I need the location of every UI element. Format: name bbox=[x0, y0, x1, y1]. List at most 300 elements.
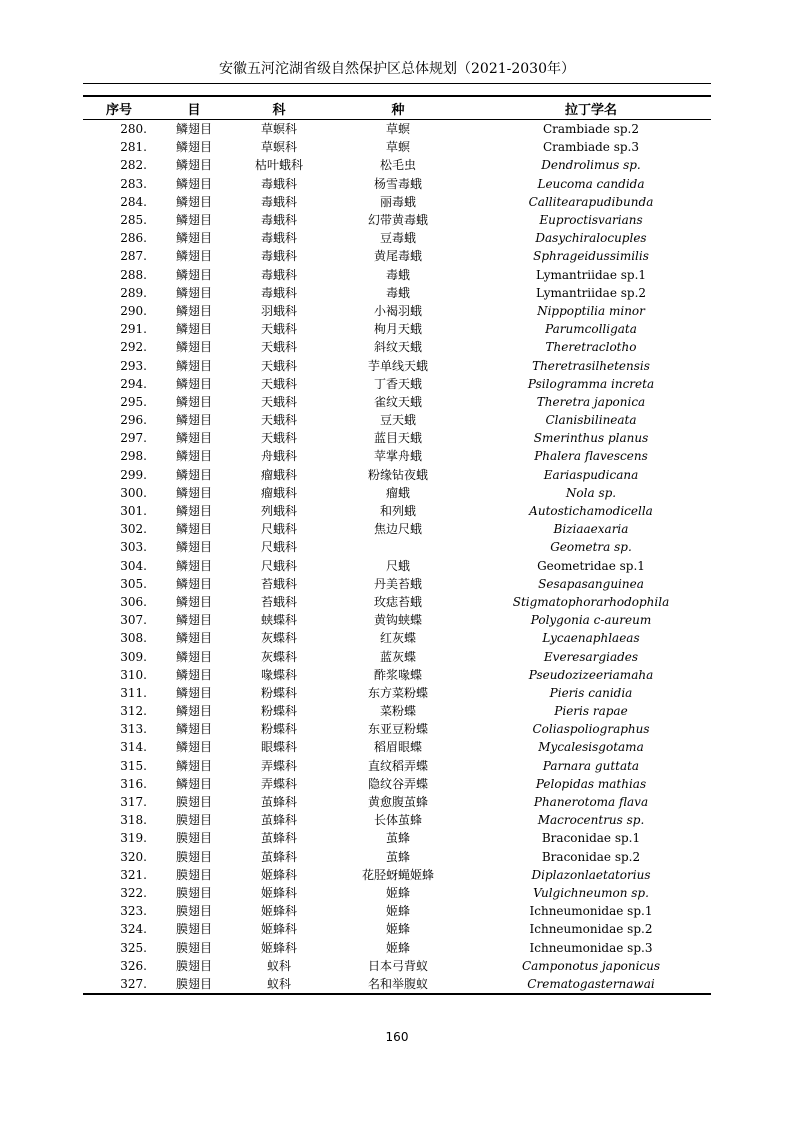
cell-species: 粉缘钻夜蛾 bbox=[367, 467, 428, 482]
cell-species: 枸月天蛾 bbox=[373, 322, 422, 337]
table-row bbox=[83, 848, 711, 866]
cell-order: 膜翅目 bbox=[175, 958, 212, 973]
cell-order: 鳞翅目 bbox=[175, 122, 212, 137]
cell-order: 鳞翅目 bbox=[175, 522, 212, 537]
cell-species: 豆天蛾 bbox=[379, 413, 416, 428]
cell-order: 鳞翅目 bbox=[175, 267, 212, 282]
cell-family: 粉蝶科 bbox=[260, 704, 297, 719]
cell-family: 列蛾科 bbox=[260, 504, 297, 519]
cell-family: 姬蜂科 bbox=[260, 922, 297, 937]
cell-latin-name: Pseudozizeeriamaha bbox=[528, 667, 654, 682]
cell-family: 姬蜂科 bbox=[260, 904, 297, 919]
cell-number: 309. bbox=[120, 649, 147, 664]
cell-species: 姬蜂 bbox=[385, 940, 410, 955]
cell-latin-name: Everesargiades bbox=[543, 649, 639, 664]
cell-species: 黄钩蛱蝶 bbox=[373, 613, 422, 628]
cell-number: 302. bbox=[120, 522, 147, 537]
cell-species: 丽毒蛾 bbox=[379, 194, 416, 209]
table-row bbox=[83, 156, 711, 174]
col-header-order: 目 bbox=[155, 96, 233, 120]
cell-number: 317. bbox=[120, 795, 147, 810]
cell-species: 丁香天蛾 bbox=[373, 376, 422, 391]
cell-family: 草螟科 bbox=[260, 122, 297, 137]
cell-number: 298. bbox=[120, 449, 147, 464]
cell-order: 鳞翅目 bbox=[175, 594, 212, 609]
cell-number: 295. bbox=[120, 394, 147, 409]
cell-family: 蚁科 bbox=[266, 958, 291, 973]
cell-latin-name: Callitearapudibunda bbox=[528, 194, 654, 209]
cell-species: 名和举腹蚁 bbox=[325, 975, 471, 994]
cell-number: 304. bbox=[120, 558, 147, 573]
cell-species: 玫痣苔蛾 bbox=[373, 594, 422, 609]
table-row bbox=[83, 811, 711, 829]
cell-latin-name: Vulgichneumon sp. bbox=[533, 885, 649, 900]
table-row bbox=[83, 957, 711, 975]
cell-order: 膜翅目 bbox=[175, 922, 212, 937]
cell-number: 303. bbox=[120, 540, 147, 555]
cell-latin-name: Sphrageidussimilis bbox=[533, 249, 649, 264]
cell-family: 舟蛾科 bbox=[260, 449, 297, 464]
cell-species: 长体茧蜂 bbox=[373, 813, 422, 828]
table-row bbox=[83, 611, 711, 629]
cell-number: 300. bbox=[120, 485, 147, 500]
table-body bbox=[83, 120, 711, 995]
cell-number: 307. bbox=[120, 613, 147, 628]
cell-family: 喙蝶科 bbox=[260, 667, 297, 682]
cell-order: 鳞翅目 bbox=[175, 358, 212, 373]
cell-number: 301. bbox=[120, 504, 147, 519]
cell-number: 326. bbox=[120, 958, 147, 973]
cell-order: 膜翅目 bbox=[175, 831, 212, 846]
cell-species: 姬蜂 bbox=[385, 885, 410, 900]
cell-number: 281. bbox=[120, 140, 147, 155]
cell-family: 茧蜂科 bbox=[260, 849, 297, 864]
cell-latin-name: Geometridae sp.1 bbox=[537, 558, 645, 573]
table-row bbox=[83, 229, 711, 247]
cell-order: 鳞翅目 bbox=[175, 758, 212, 773]
table-row bbox=[83, 393, 711, 411]
table-row bbox=[83, 211, 711, 229]
table-row bbox=[83, 375, 711, 393]
cell-order: 鳞翅目 bbox=[175, 194, 212, 209]
cell-species: 隐纹谷弄蝶 bbox=[367, 776, 428, 791]
cell-family: 尺蛾科 bbox=[260, 540, 297, 555]
cell-family: 姬蜂科 bbox=[260, 940, 297, 955]
cell-family: 毒蛾科 bbox=[260, 213, 297, 228]
table-row bbox=[83, 684, 711, 702]
cell-species: 茧蜂 bbox=[385, 831, 410, 846]
table-row bbox=[83, 775, 711, 793]
cell-latin-name: Parnara guttata bbox=[542, 758, 640, 773]
cell-species: 瘤蛾 bbox=[385, 485, 410, 500]
cell-latin-name: Braconidae sp.2 bbox=[541, 849, 641, 864]
cell-number: 287. bbox=[120, 249, 147, 264]
table-row bbox=[83, 120, 711, 139]
cell-order: 鳞翅目 bbox=[175, 685, 212, 700]
cell-latin-name: Clanisbilineata bbox=[545, 413, 637, 428]
cell-number: 322. bbox=[120, 885, 147, 900]
table-row bbox=[83, 520, 711, 538]
cell-number: 282. bbox=[120, 158, 147, 173]
cell-species: 杨雪毒蛾 bbox=[373, 176, 422, 191]
table-row bbox=[83, 793, 711, 811]
cell-order: 鳞翅目 bbox=[175, 322, 212, 337]
cell-latin-name: Theretra japonica bbox=[536, 394, 646, 409]
cell-species: 直纹稻弄蝶 bbox=[367, 758, 428, 773]
table-row bbox=[83, 938, 711, 956]
cell-species: 毒蛾 bbox=[385, 285, 410, 300]
cell-latin-name: Euproctisvarians bbox=[539, 213, 643, 228]
cell-number: 327. bbox=[83, 975, 155, 994]
cell-latin-name: Parumcolligata bbox=[545, 322, 637, 337]
cell-number: 306. bbox=[120, 594, 147, 609]
cell-order: 鳞翅目 bbox=[175, 704, 212, 719]
cell-number: 312. bbox=[120, 704, 147, 719]
cell-latin-name: Sesapasanguinea bbox=[538, 576, 644, 591]
cell-species: 草螟 bbox=[385, 140, 410, 155]
cell-order: 鳞翅目 bbox=[175, 340, 212, 355]
cell-order: 鳞翅目 bbox=[175, 576, 212, 591]
table-row bbox=[83, 320, 711, 338]
cell-latin-name: Pelopidas mathias bbox=[535, 776, 647, 791]
cell-species: 幻带黄毒蛾 bbox=[367, 213, 428, 228]
cell-family: 天蛾科 bbox=[260, 376, 297, 391]
cell-species: 酢浆喙蝶 bbox=[373, 667, 422, 682]
cell-family: 瘤蛾科 bbox=[260, 485, 297, 500]
cell-latin-name: Stigmatophorarhodophila bbox=[512, 594, 670, 609]
cell-order: 鳞翅目 bbox=[175, 231, 212, 246]
cell-family: 天蛾科 bbox=[260, 431, 297, 446]
cell-order: 鳞翅目 bbox=[175, 376, 212, 391]
cell-latin-name: Diplazonlaetatorius bbox=[531, 867, 651, 882]
table-row bbox=[83, 920, 711, 938]
cell-latin-name: Dendrolimus sp. bbox=[541, 158, 641, 173]
cell-species: 姬蜂 bbox=[385, 922, 410, 937]
col-header-family: 科 bbox=[233, 96, 325, 120]
page-number: 160 bbox=[385, 1030, 409, 1044]
table-row bbox=[83, 666, 711, 684]
cell-order: 膜翅目 bbox=[175, 885, 212, 900]
cell-latin-name: Geometra sp. bbox=[550, 540, 632, 555]
cell-order: 鳞翅目 bbox=[175, 249, 212, 264]
cell-latin-name: Braconidae sp.1 bbox=[541, 831, 641, 846]
cell-number: 291. bbox=[120, 322, 147, 337]
cell-family: 天蛾科 bbox=[260, 394, 297, 409]
cell-species: 黄愈腹茧蜂 bbox=[367, 795, 428, 810]
table-header bbox=[83, 96, 711, 120]
cell-species: 尺蛾 bbox=[385, 558, 410, 573]
table-row bbox=[83, 629, 711, 647]
page-header-title: 安徽五河沱湖省级自然保护区总体规划（2021-2030年） bbox=[219, 61, 575, 77]
cell-species: 日本弓背蚁 bbox=[367, 958, 428, 973]
cell-family: 毒蛾科 bbox=[260, 249, 297, 264]
cell-latin-name: Ichneumonidae sp.1 bbox=[529, 904, 653, 919]
cell-family: 蚁科 bbox=[233, 975, 325, 994]
species-table bbox=[83, 95, 711, 995]
cell-order: 膜翅目 bbox=[175, 795, 212, 810]
table-row bbox=[83, 447, 711, 465]
cell-species: 焦边尺蛾 bbox=[373, 522, 422, 537]
cell-species: 毒蛾 bbox=[385, 267, 410, 282]
cell-species bbox=[325, 538, 471, 556]
cell-number: 280. bbox=[120, 122, 147, 137]
cell-order: 膜翅目 bbox=[175, 940, 212, 955]
cell-species: 东方菜粉蝶 bbox=[367, 685, 428, 700]
table-row bbox=[83, 902, 711, 920]
cell-family: 天蛾科 bbox=[260, 358, 297, 373]
table-row bbox=[83, 757, 711, 775]
cell-latin-name: Ichneumonidae sp.2 bbox=[529, 922, 653, 937]
table-row bbox=[83, 484, 711, 502]
cell-order: 鳞翅目 bbox=[175, 158, 212, 173]
table-row bbox=[83, 866, 711, 884]
cell-latin-name: Macrocentrus sp. bbox=[537, 813, 645, 828]
cell-latin-name: Pieris canidia bbox=[549, 685, 633, 700]
cell-number: 311. bbox=[120, 685, 147, 700]
table-row bbox=[83, 538, 711, 556]
cell-latin-name: Ichneumonidae sp.3 bbox=[529, 940, 653, 955]
table-row bbox=[83, 247, 711, 265]
cell-number: 284. bbox=[120, 194, 147, 209]
cell-family: 天蛾科 bbox=[260, 340, 297, 355]
cell-family: 瘤蛾科 bbox=[260, 467, 297, 482]
cell-order: 鳞翅目 bbox=[175, 540, 212, 555]
cell-species: 茧蜂 bbox=[385, 849, 410, 864]
cell-number: 289. bbox=[120, 285, 147, 300]
cell-family: 灰蝶科 bbox=[260, 649, 297, 664]
cell-species: 松毛虫 bbox=[379, 158, 416, 173]
table-row bbox=[83, 593, 711, 611]
table-row bbox=[83, 884, 711, 902]
table-row bbox=[83, 338, 711, 356]
cell-order: 鳞翅目 bbox=[175, 722, 212, 737]
cell-number: 318. bbox=[120, 813, 147, 828]
cell-family: 粉蝶科 bbox=[260, 685, 297, 700]
table-row bbox=[83, 647, 711, 665]
cell-latin-name: Pieris rapae bbox=[554, 704, 628, 719]
table-row bbox=[83, 193, 711, 211]
col-header-species: 种 bbox=[325, 96, 471, 120]
cell-order: 鳞翅目 bbox=[175, 504, 212, 519]
cell-family: 茧蜂科 bbox=[260, 813, 297, 828]
cell-species: 小褐羽蛾 bbox=[373, 303, 422, 318]
cell-species: 豆毒蛾 bbox=[379, 231, 416, 246]
cell-latin-name: Theretraclotho bbox=[545, 340, 637, 355]
cell-latin-name: Dasychiralocuples bbox=[535, 231, 647, 246]
cell-family: 羽蛾科 bbox=[260, 303, 297, 318]
cell-species: 雀纹天蛾 bbox=[373, 394, 422, 409]
cell-species: 稻眉眼蝶 bbox=[373, 740, 422, 755]
cell-species: 丹美苔蛾 bbox=[373, 576, 422, 591]
cell-latin-name: Autostichamodicella bbox=[529, 504, 653, 519]
cell-number: 321. bbox=[120, 867, 147, 882]
cell-order: 鳞翅目 bbox=[175, 740, 212, 755]
cell-number: 310. bbox=[120, 667, 147, 682]
cell-latin-name: Polygonia c-aureum bbox=[530, 613, 652, 628]
cell-order: 鳞翅目 bbox=[175, 631, 212, 646]
cell-number: 314. bbox=[120, 740, 147, 755]
cell-species: 东亚豆粉蝶 bbox=[367, 722, 428, 737]
cell-family: 天蛾科 bbox=[260, 413, 297, 428]
cell-family: 毒蛾科 bbox=[260, 285, 297, 300]
cell-family: 毒蛾科 bbox=[260, 176, 297, 191]
cell-latin-name: Crematogasternawai bbox=[471, 975, 711, 994]
cell-order: 鳞翅目 bbox=[175, 176, 212, 191]
cell-number: 296. bbox=[120, 413, 147, 428]
cell-family: 毒蛾科 bbox=[260, 267, 297, 282]
table-row bbox=[83, 829, 711, 847]
cell-number: 290. bbox=[120, 303, 147, 318]
cell-order: 膜翅目 bbox=[175, 904, 212, 919]
cell-order: 膜翅目 bbox=[175, 813, 212, 828]
table-row bbox=[83, 975, 711, 994]
cell-latin-name: Leucoma candida bbox=[537, 176, 645, 191]
cell-family: 尺蛾科 bbox=[260, 522, 297, 537]
cell-latin-name: Crambiade sp.2 bbox=[542, 122, 639, 137]
cell-family: 天蛾科 bbox=[260, 322, 297, 337]
cell-number: 315. bbox=[120, 758, 147, 773]
cell-number: 293. bbox=[120, 358, 147, 373]
table-row bbox=[83, 284, 711, 302]
cell-latin-name: Lycaenaphlaeas bbox=[542, 631, 640, 646]
cell-number: 294. bbox=[120, 376, 147, 391]
cell-number: 305. bbox=[120, 576, 147, 591]
cell-latin-name: Theretrasilhetensis bbox=[532, 358, 650, 373]
cell-latin-name: Camponotus japonicus bbox=[521, 958, 661, 973]
cell-latin-name: Lymantriidae sp.2 bbox=[535, 285, 647, 300]
cell-family: 枯叶蛾科 bbox=[254, 158, 303, 173]
table-row bbox=[83, 575, 711, 593]
cell-number: 325. bbox=[120, 940, 147, 955]
cell-number: 297. bbox=[120, 431, 147, 446]
table-row bbox=[83, 466, 711, 484]
table-header-row bbox=[83, 96, 711, 120]
cell-number: 319. bbox=[120, 831, 147, 846]
header-rule bbox=[83, 83, 711, 84]
cell-family: 眼蝶科 bbox=[260, 740, 297, 755]
cell-species: 斜纹天蛾 bbox=[373, 340, 422, 355]
cell-number: 286. bbox=[120, 231, 147, 246]
table-row bbox=[83, 302, 711, 320]
cell-family: 蛱蝶科 bbox=[260, 613, 297, 628]
cell-number: 292. bbox=[120, 340, 147, 355]
table-row bbox=[83, 738, 711, 756]
cell-latin-name: Biziaaexaria bbox=[553, 522, 629, 537]
table-row bbox=[83, 411, 711, 429]
cell-order: 鳞翅目 bbox=[175, 140, 212, 155]
table-row bbox=[83, 702, 711, 720]
cell-order: 鳞翅目 bbox=[175, 485, 212, 500]
cell-latin-name: Crambiade sp.3 bbox=[542, 140, 639, 155]
cell-species: 花胫蚜蝇姬蜂 bbox=[361, 867, 434, 882]
cell-number: 316. bbox=[120, 776, 147, 791]
cell-number: 308. bbox=[120, 631, 147, 646]
cell-family: 苔蛾科 bbox=[260, 576, 297, 591]
cell-number: 320. bbox=[120, 849, 147, 864]
table-row bbox=[83, 502, 711, 520]
table-row bbox=[83, 557, 711, 575]
cell-latin-name: Lymantriidae sp.1 bbox=[535, 267, 647, 282]
table-row bbox=[83, 720, 711, 738]
cell-order: 鳞翅目 bbox=[175, 285, 212, 300]
cell-number: 313. bbox=[120, 722, 147, 737]
cell-family: 弄蝶科 bbox=[260, 758, 297, 773]
cell-number: 283. bbox=[120, 176, 147, 191]
cell-family: 姬蜂科 bbox=[260, 867, 297, 882]
table-row bbox=[83, 429, 711, 447]
cell-number: 299. bbox=[120, 467, 147, 482]
cell-order: 膜翅目 bbox=[175, 867, 212, 882]
cell-latin-name: Coliaspoliographus bbox=[532, 722, 650, 737]
cell-latin-name: Nippoptilia minor bbox=[537, 303, 645, 318]
cell-order: 鳞翅目 bbox=[175, 413, 212, 428]
cell-latin-name: Mycalesisgotama bbox=[538, 740, 644, 755]
col-header-latin-name: 拉丁学名 bbox=[471, 96, 711, 120]
cell-family: 草螟科 bbox=[260, 140, 297, 155]
cell-order: 鳞翅目 bbox=[175, 667, 212, 682]
cell-species: 姬蜂 bbox=[385, 904, 410, 919]
cell-latin-name: Nola sp. bbox=[565, 485, 617, 500]
table-row bbox=[83, 175, 711, 193]
cell-family: 姬蜂科 bbox=[260, 885, 297, 900]
cell-species: 蓝目天蛾 bbox=[373, 431, 422, 446]
table-row bbox=[83, 266, 711, 284]
cell-species: 菜粉蝶 bbox=[379, 704, 416, 719]
cell-order: 鳞翅目 bbox=[175, 649, 212, 664]
cell-family: 毒蛾科 bbox=[260, 231, 297, 246]
cell-species: 和列蛾 bbox=[379, 504, 416, 519]
cell-latin-name: Smerinthus planus bbox=[533, 431, 649, 446]
cell-family: 灰蝶科 bbox=[260, 631, 297, 646]
cell-number: 288. bbox=[120, 267, 147, 282]
cell-species: 黄尾毒蛾 bbox=[373, 249, 422, 264]
cell-order: 膜翅目 bbox=[155, 975, 233, 994]
cell-order: 膜翅目 bbox=[175, 849, 212, 864]
table-row bbox=[83, 356, 711, 374]
cell-number: 324. bbox=[120, 922, 147, 937]
cell-order: 鳞翅目 bbox=[175, 394, 212, 409]
cell-order: 鳞翅目 bbox=[175, 213, 212, 228]
cell-family: 苔蛾科 bbox=[260, 594, 297, 609]
cell-latin-name: Psilogramma increta bbox=[527, 376, 655, 391]
cell-species: 草螟 bbox=[385, 122, 410, 137]
cell-number: 323. bbox=[120, 904, 147, 919]
cell-latin-name: Phanerotoma flava bbox=[533, 795, 649, 810]
cell-order: 鳞翅目 bbox=[175, 431, 212, 446]
cell-order: 鳞翅目 bbox=[175, 467, 212, 482]
col-header-number: 序号 bbox=[83, 96, 155, 120]
cell-latin-name: Phalera flavescens bbox=[534, 449, 648, 464]
cell-family: 粉蝶科 bbox=[260, 722, 297, 737]
cell-family: 毒蛾科 bbox=[260, 194, 297, 209]
cell-species: 蓝灰蝶 bbox=[379, 649, 416, 664]
cell-order: 鳞翅目 bbox=[175, 303, 212, 318]
cell-order: 鳞翅目 bbox=[175, 776, 212, 791]
cell-family: 茧蜂科 bbox=[260, 831, 297, 846]
cell-latin-name: Eariaspudicana bbox=[543, 467, 639, 482]
table-row bbox=[83, 138, 711, 156]
cell-order: 鳞翅目 bbox=[175, 613, 212, 628]
cell-species: 苹掌舟蛾 bbox=[373, 449, 422, 464]
cell-order: 鳞翅目 bbox=[175, 558, 212, 573]
cell-order: 鳞翅目 bbox=[175, 449, 212, 464]
cell-family: 尺蛾科 bbox=[260, 558, 297, 573]
cell-family: 弄蝶科 bbox=[260, 776, 297, 791]
cell-number: 285. bbox=[120, 213, 147, 228]
cell-species: 芋单线天蛾 bbox=[367, 358, 428, 373]
cell-species: 红灰蝶 bbox=[379, 631, 416, 646]
cell-family: 茧蜂科 bbox=[260, 795, 297, 810]
